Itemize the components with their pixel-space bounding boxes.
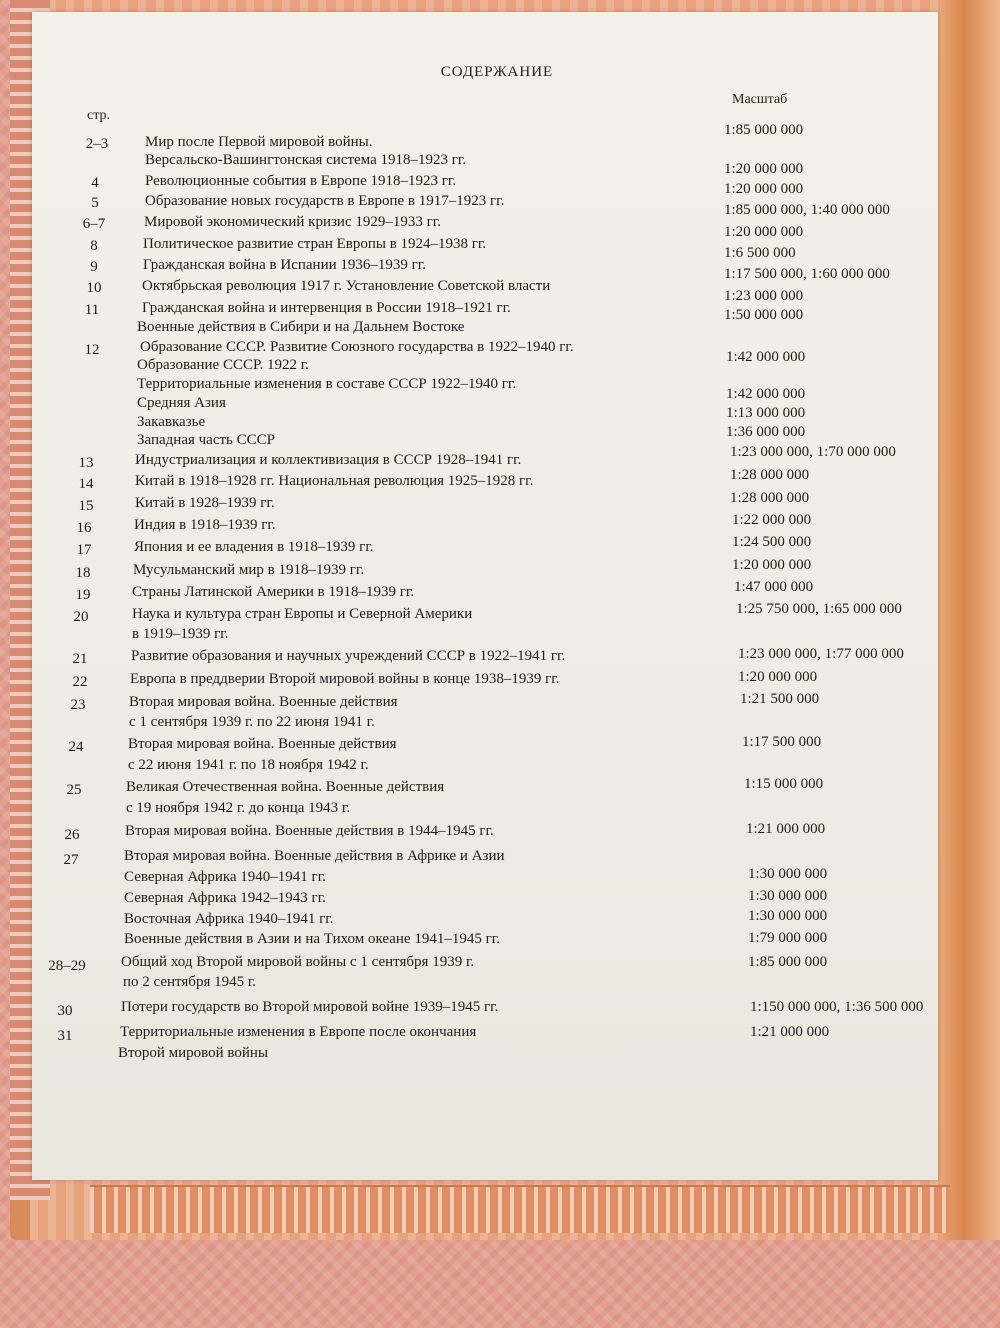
book-edge [940,0,1000,1240]
contents-page [32,12,938,1180]
entry-scale: 1:23 000 000 [724,288,804,304]
entry-title: Китай в 1918–1928 гг. Национальная революция 1925–1928 гг. [135,473,534,489]
entry-title: Вторая мировая война. Военные действия в Африке и Азии [124,848,505,864]
entry-title: Октябрьская революция 1917 г. Установление Советской власти [142,278,551,294]
entry-title: Средняя Азия [137,395,226,411]
entry-title: Япония и ее владения в 1918–1939 гг. [134,539,374,555]
entry-scale: 1:50 000 000 [724,307,804,323]
entry-scale: 1:79 000 000 [748,930,828,946]
entry-scale: 1:21 500 000 [740,691,820,707]
page-number: 18 [75,565,91,581]
entry-scale: 1:85 000 000 [724,122,804,138]
entry-title: Вторая мировая война. Военные действия в 1944–1945 гг. [125,823,494,839]
entry-title: с 1 сентября 1939 г. по 22 июня 1941 г. [129,714,375,730]
entry-title: Наука и культура стран Европы и Северной Америки [132,606,473,622]
page-number: 20 [73,609,89,625]
entry-title: Военные действия в Сибири и на Дальнем Востоке [137,319,465,335]
entry-scale: 1:20 000 000 [738,669,818,685]
entry-scale: 1:6 500 000 [724,245,796,261]
entry-scale: 1:24 500 000 [732,534,812,550]
page-number: 21 [72,651,88,667]
entry-title: Образование новых государств в Европе в 1917–1923 гг. [145,193,505,209]
entry-scale: 1:23 000 000, 1:77 000 000 [738,646,904,662]
entry-title: Развитие образования и научных учреждений СССР в 1922–1941 гг. [131,648,566,664]
entry-title: Революционные события в Европе 1918–1923 гг. [145,173,457,189]
entry-scale: 1:150 000 000, 1:36 500 000 [750,999,924,1015]
entry-scale: 1:30 000 000 [748,908,828,924]
page-column-header: стр. [87,108,111,123]
entry-title: Военные действия в Азии и на Тихом океане 1941–1945 гг. [124,931,500,947]
page-title: СОДЕРЖАНИЕ [440,64,554,80]
page-number: 10 [86,280,102,296]
entry-title: Мировой экономический кризис 1929–1933 гг. [144,214,441,230]
entry-scale: 1:47 000 000 [734,579,814,595]
page-number: 26 [64,827,80,843]
page-number: 6–7 [82,216,106,232]
page-number: 27 [63,852,79,868]
entry-scale: 1:21 000 000 [746,821,826,837]
entry-title: Потери государств во Второй мировой войне 1939–1945 гг. [121,999,499,1015]
entry-scale: 1:28 000 000 [730,490,810,506]
entry-scale: 1:30 000 000 [748,888,828,904]
entry-scale: 1:85 000 000, 1:40 000 000 [724,202,890,218]
scale-column-header: Масштаб [732,92,788,107]
entry-title: Образование СССР. 1922 г. [137,357,309,373]
page-number: 19 [75,587,91,603]
page-number: 30 [57,1003,73,1019]
entry-title: Индия в 1918–1939 гг. [134,517,276,533]
entry-title: Северная Африка 1942–1943 гг. [124,890,326,906]
entry-scale: 1:36 000 000 [726,424,806,440]
entry-title: Гражданская война в Испании 1936–1939 гг. [143,257,426,273]
entry-scale: 1:17 500 000 [742,734,822,750]
entry-scale: 1:21 000 000 [750,1024,830,1040]
page-number: 25 [66,782,82,798]
entry-scale: 1:20 000 000 [724,224,804,240]
entry-title: Закавказье [137,414,206,430]
entry-title: Вторая мировая война. Военные действия [129,694,398,710]
entry-title: Гражданская война и интервенция в России 1918–1921 гг. [142,300,511,316]
entry-scale: 1:23 000 000, 1:70 000 000 [730,444,896,460]
entry-scale: 1:20 000 000 [732,557,812,573]
page-number: 16 [76,520,92,536]
entry-title: Территориальные изменения в Европе после окончания [120,1024,477,1040]
entry-scale: 1:28 000 000 [730,467,810,483]
bottom-ornament [90,1185,950,1233]
page-number: 31 [57,1028,73,1044]
entry-title: Образование СССР. Развитие Союзного государства в 1922–1940 гг. [140,339,574,355]
page-number: 28–29 [48,958,86,974]
entry-scale: 1:42 000 000 [726,386,806,402]
entry-title: по 2 сентября 1945 г. [123,974,257,990]
page-number: 24 [68,739,84,755]
entry-title: Мусульманский мир в 1918–1939 гг. [133,562,365,578]
entry-scale: 1:20 000 000 [724,161,804,177]
entry-title: Политическое развитие стран Европы в 1924–1938 гг. [143,236,487,252]
entry-scale: 1:30 000 000 [748,866,828,882]
entry-title: с 19 ноября 1942 г. до конца 1943 г. [126,800,351,816]
entry-title: Китай в 1928–1939 гг. [135,495,275,511]
entry-scale: 1:25 750 000, 1:65 000 000 [736,601,902,617]
page-number: 22 [72,674,88,690]
page-number: 4 [91,175,99,191]
entry-scale: 1:42 000 000 [726,349,806,365]
entry-title: Территориальные изменения в составе СССР 1922–1940 гг. [137,376,517,392]
entry-title: Северная Африка 1940–1941 гг. [124,869,326,885]
page-number: 13 [78,455,94,471]
entry-title: с 22 июня 1941 г. по 18 ноября 1942 г. [128,757,369,773]
entry-scale: 1:85 000 000 [748,954,828,970]
entry-title: Великая Отечественная война. Военные действия [126,779,445,795]
page-number: 8 [90,238,98,254]
entry-title: Восточная Африка 1940–1941 гг. [124,911,334,927]
entry-title: Версальско-Вашингтонская система 1918–1923 гг. [145,152,467,168]
page-number: 17 [76,542,92,558]
page-number: 5 [91,195,99,211]
page-number: 9 [90,259,98,275]
entry-title: Мир после Первой мировой войны. [145,134,373,150]
page-number: 11 [84,302,100,318]
page-number: 23 [70,697,86,713]
entry-title: Европа в преддверии Второй мировой войны в конце 1938–1939 гг. [130,671,560,687]
page-number: 12 [84,342,100,358]
entry-title: Индустриализация и коллективизация в СССР 1928–1941 гг. [135,452,522,468]
entry-title: Вторая мировая война. Военные действия [128,736,397,752]
entry-title: Общий ход Второй мировой войны с 1 сентября 1939 г. [121,954,475,970]
entry-scale: 1:13 000 000 [726,405,806,421]
entry-scale: 1:22 000 000 [732,512,812,528]
entry-scale: 1:15 000 000 [744,776,824,792]
entry-scale: 1:17 500 000, 1:60 000 000 [724,266,890,282]
entry-title: в 1919–1939 гг. [132,626,229,642]
page-number: 15 [78,498,94,514]
entry-title: Страны Латинской Америки в 1918–1939 гг. [132,584,415,600]
page-number: 2–3 [85,136,109,152]
entry-scale: 1:20 000 000 [724,181,804,197]
page-number: 14 [78,476,94,492]
entry-title: Западная часть СССР [137,432,275,448]
entry-title: Второй мировой войны [118,1045,269,1061]
